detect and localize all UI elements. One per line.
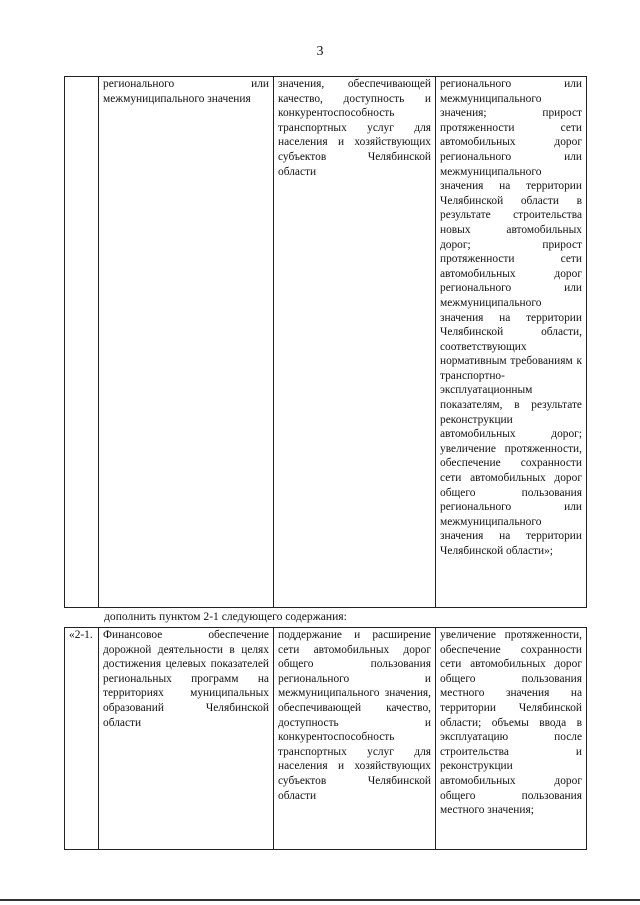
task-cell: регионального или межмуниципального значения: [99, 77, 274, 608]
number-cell: [65, 77, 99, 608]
goal-cell: значения, обеспечивающей качество, доступность и конкурентоспособность транспортных услуг для населения и хозяйствующих субъектов Челябинской области: [274, 77, 436, 608]
table-row: [65, 77, 587, 608]
page-number: 3: [316, 44, 324, 59]
program-table-continued: [64, 76, 587, 608]
indicators-cell: увеличение протяженности, обеспечение сохранности сети автомобильных дорог общего пользования местного значения на территории Челябинской области; объемы ввода в эксплуатацию после строительства и реконструкции автомобильных дорог общего пользования местного значения;: [436, 628, 587, 850]
goal-cell: поддержание и расширение сети автомобильных дорог общего пользования регионального и межмуниципального значения, обеспечивающей качество, доступность и конкурентоспособность транспортных услуг для населения и хозяйствующих субъектов Челябинской области: [274, 628, 436, 850]
table-row: [65, 628, 587, 850]
indicators-cell: регионального или межмуниципального значения; прирост протяженности сети автомобильных дорог регионального или межмуниципального значения на территории Челябинской области в результате строительства новых автомобильных дорог; прирост протяженности сети автомобильных дорог регионального или межмуниципального значения на территории Челябинской области, соответствующих нормативным требованиям к транспортно-эксплуатационным показателям, в результате реконструкции автомобильных дорог; увеличение протяженности, обеспечение сохранности сети автомобильных дорог общего пользования регионального или межмуниципального значения на территории Челябинской области»;: [436, 77, 587, 608]
amendment-instruction: дополнить пунктом 2-1 следующего содержания:: [104, 610, 347, 623]
task-cell: Финансовое обеспечение дорожной деятельности в целях достижения целевых показателей региональных программ на территориях муниципальных образований Челябинской области: [99, 628, 274, 850]
scan-edge-line: [0, 899, 640, 901]
program-table-new-item: [64, 627, 587, 850]
number-cell: «2-1.: [65, 628, 99, 850]
